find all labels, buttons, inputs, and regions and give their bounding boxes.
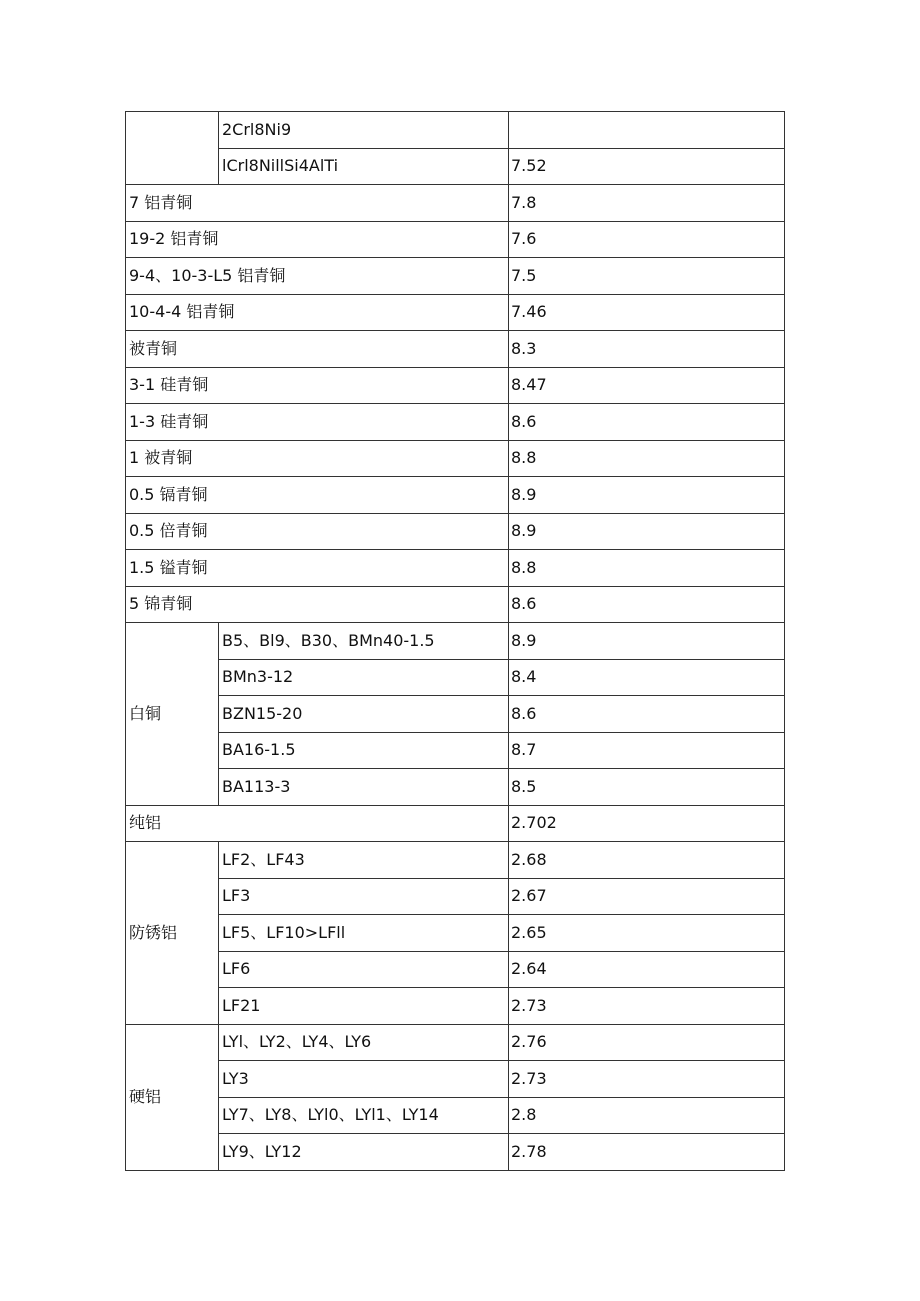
table-row: [126, 951, 785, 988]
density-cell: 2.67: [509, 878, 785, 915]
density-cell: 2.76: [509, 1024, 785, 1061]
table-row: [126, 294, 785, 331]
density-cell: [509, 112, 785, 149]
alloy-cell: B5、Bl9、B30、BMn40-1.5: [219, 623, 509, 660]
table-row: [126, 586, 785, 623]
table-row: [126, 805, 785, 842]
table-row: [126, 915, 785, 952]
group-cell: 硬铝: [126, 1024, 219, 1170]
material-cell: 0.5 倍青铜: [126, 513, 509, 550]
material-cell: 1 被青铜: [126, 440, 509, 477]
material-cell: 10-4-4 铝青铜: [126, 294, 509, 331]
alloy-cell: LF5、LF10>LFll: [219, 915, 509, 952]
alloy-cell: LY9、LY12: [219, 1134, 509, 1171]
table-row: [126, 1024, 785, 1061]
table-row: [126, 258, 785, 295]
alloy-cell: LF3: [219, 878, 509, 915]
table-row: [126, 769, 785, 806]
table-row: [126, 878, 785, 915]
density-cell: 2.73: [509, 1061, 785, 1098]
material-cell: 5 锦青铜: [126, 586, 509, 623]
density-table: [125, 111, 785, 1171]
density-cell: 8.9: [509, 623, 785, 660]
table-row: [126, 331, 785, 368]
table-row: [126, 696, 785, 733]
alloy-cell: LYl、LY2、LY4、LY6: [219, 1024, 509, 1061]
alloy-cell: LF21: [219, 988, 509, 1025]
material-cell: 7 铝青铜: [126, 185, 509, 222]
density-cell: 7.5: [509, 258, 785, 295]
table-row: [126, 477, 785, 514]
density-cell: 7.6: [509, 221, 785, 258]
density-cell: 2.68: [509, 842, 785, 879]
group-cell: 防锈铝: [126, 842, 219, 1025]
alloy-cell: 2Crl8Ni9: [219, 112, 509, 149]
alloy-cell: BZN15-20: [219, 696, 509, 733]
material-cell: 3-1 硅青铜: [126, 367, 509, 404]
density-cell: 2.65: [509, 915, 785, 952]
alloy-cell: LF6: [219, 951, 509, 988]
density-cell: 8.4: [509, 659, 785, 696]
table-row: [126, 148, 785, 185]
alloy-cell: LY3: [219, 1061, 509, 1098]
group-cell: [126, 112, 219, 185]
density-cell: 8.7: [509, 732, 785, 769]
table-row: [126, 404, 785, 441]
table-row: [126, 550, 785, 587]
table-row: [126, 623, 785, 660]
density-cell: 8.47: [509, 367, 785, 404]
material-cell: 9-4、10-3-L5 铝青铜: [126, 258, 509, 295]
density-cell: 8.5: [509, 769, 785, 806]
table-row: [126, 732, 785, 769]
material-cell: 1.5 镒青铜: [126, 550, 509, 587]
density-cell: 8.9: [509, 513, 785, 550]
density-cell: 8.6: [509, 696, 785, 733]
table-row: [126, 440, 785, 477]
table-row: [126, 659, 785, 696]
material-cell: 1-3 硅青铜: [126, 404, 509, 441]
density-cell: 8.8: [509, 550, 785, 587]
density-cell: 8.3: [509, 331, 785, 368]
density-cell: 8.8: [509, 440, 785, 477]
table-row: [126, 367, 785, 404]
table-row: [126, 185, 785, 222]
density-cell: 7.52: [509, 148, 785, 185]
density-cell: 8.6: [509, 404, 785, 441]
group-cell: 白铜: [126, 623, 219, 806]
alloy-cell: LF2、LF43: [219, 842, 509, 879]
density-cell: 2.64: [509, 951, 785, 988]
density-cell: 2.73: [509, 988, 785, 1025]
alloy-cell: BA113-3: [219, 769, 509, 806]
density-cell: 8.6: [509, 586, 785, 623]
table-row: [126, 842, 785, 879]
material-cell: 19-2 铝青铜: [126, 221, 509, 258]
density-cell: 2.78: [509, 1134, 785, 1171]
alloy-cell: BA16-1.5: [219, 732, 509, 769]
alloy-cell: LY7、LY8、LYl0、LYl1、LY14: [219, 1097, 509, 1134]
alloy-cell: lCrl8NillSi4AlTi: [219, 148, 509, 185]
density-cell: 2.8: [509, 1097, 785, 1134]
material-cell: 纯铝: [126, 805, 509, 842]
table-row: [126, 1097, 785, 1134]
table-row: [126, 1061, 785, 1098]
density-cell: 7.46: [509, 294, 785, 331]
table-row: [126, 1134, 785, 1171]
table-row: [126, 988, 785, 1025]
material-cell: 0.5 镉青铜: [126, 477, 509, 514]
table-row: [126, 513, 785, 550]
material-cell: 被青铜: [126, 331, 509, 368]
density-cell: 2.702: [509, 805, 785, 842]
density-cell: 8.9: [509, 477, 785, 514]
alloy-cell: BMn3-12: [219, 659, 509, 696]
table-row: [126, 112, 785, 149]
table-row: [126, 221, 785, 258]
density-cell: 7.8: [509, 185, 785, 222]
